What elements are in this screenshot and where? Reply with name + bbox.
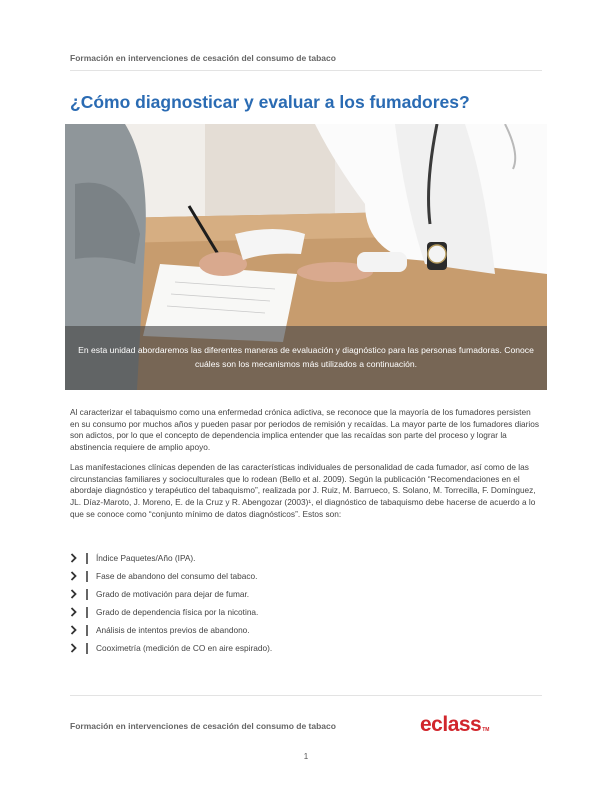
- hero-caption: En esta unidad abordaremos las diferentes maneras de evaluación y diagnóstico para las personas fumadoras. Conoce cuáles son los mecanismos más utilizados a continuación.: [78, 345, 534, 369]
- divider-bar: [86, 571, 88, 582]
- list-item-label: Análisis de intentos previos de abandono.: [96, 625, 250, 635]
- logo-trademark: TM: [482, 727, 490, 733]
- list-item: [70, 585, 272, 603]
- list-item: [70, 639, 272, 657]
- footer-title: Formación en intervenciones de cesación del consumo de tabaco: [70, 721, 336, 731]
- eclass-logo: [420, 713, 489, 742]
- chevron-right-icon: [70, 607, 80, 617]
- list-item-label: Grado de dependencia física por la nicotina.: [96, 607, 259, 617]
- diagnostic-list: [70, 549, 272, 657]
- logo-text: eclass: [420, 713, 482, 736]
- list-item-label: Fase de abandono del consumo del tabaco.: [96, 571, 258, 581]
- list-item-label: Índice Paquetes/Año (IPA).: [96, 553, 196, 563]
- divider-bar: [86, 607, 88, 618]
- page-title: ¿Cómo diagnosticar y evaluar a los fumadores?: [70, 92, 470, 112]
- divider-bar: [86, 625, 88, 636]
- hero-image: [65, 124, 547, 390]
- chevron-right-icon: [70, 589, 80, 599]
- chevron-right-icon: [70, 553, 80, 563]
- page-number: 1: [303, 752, 309, 761]
- chevron-right-icon: [70, 571, 80, 581]
- header-title: Formación en intervenciones de cesación del consumo de tabaco: [70, 53, 336, 63]
- list-item: [70, 549, 272, 567]
- list-item-label: Cooximetría (medición de CO en aire espirado).: [96, 643, 273, 653]
- chevron-right-icon: [70, 643, 80, 653]
- chevron-right-icon: [70, 625, 80, 635]
- list-item-label: Grado de motivación para dejar de fumar.: [96, 589, 250, 599]
- paragraph-intro: Al caracterizar el tabaquismo como una enfermedad crónica adictiva, se reconoce que la mayoría de los fumadores persisten en su consumo por muchos años y pueden pasar por periodos de remisión y recaídas. La mayor parte de los fumadores diarios son adictos, por lo que el concepto de dependencia implica entender que las recaídas son parte del proceso y lograr la abstinencia requiere de amplio apoyo.: [70, 407, 540, 453]
- list-item: [70, 567, 272, 585]
- paragraph-diagnosis: Las manifestaciones clínicas dependen de las características individuales de personalidad de cada fumador, así como de las circunstancias familiares y socioculturales que lo rodean (Bello et al. 2009). Según la publicación “Recomendaciones en el abordaje diagnóstico y terapéutico del tabaquismo”, realizada por J. Ruiz, M. Barrueco, S. Solano, M. Torrecilla, F. Domínguez, JL. Díaz-Maroto, J. Moreno, E. de la Cruz y R. Abengozar (2003)¹, el diagnóstico de tabaquismo debe hacerse de acuerdo a lo que se conoce como “conjunto mínimo de datos diagnósticos”. Estos son:: [70, 462, 536, 519]
- divider-bar: [86, 589, 88, 600]
- divider-bar: [86, 643, 88, 654]
- list-item: [70, 621, 272, 639]
- divider-bar: [86, 553, 88, 564]
- footer-divider: [70, 695, 542, 696]
- header-divider: [70, 70, 542, 71]
- list-item: [70, 603, 272, 621]
- hero-caption-overlay: [65, 326, 547, 390]
